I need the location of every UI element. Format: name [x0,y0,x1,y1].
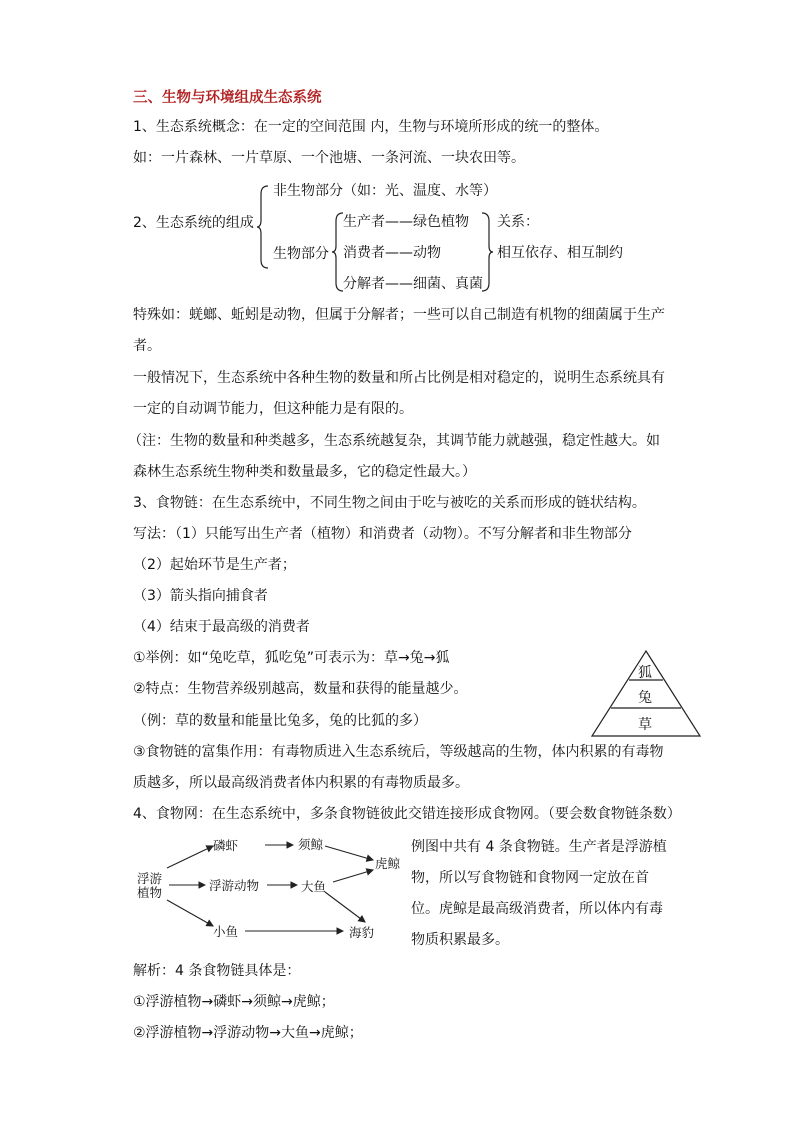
paragraph: ③食物链的富集作用：有毒物质进入生态系统后，等级越高的生物，体内积累的有毒物 [133,744,664,760]
pyramid-bottom: 草 [638,717,652,733]
relation-label: 关系： [497,214,539,230]
composition-label: 2、生态系统的组成 [133,215,254,231]
decomposer: 分解者——细菌、真菌 [343,276,483,292]
consumer: 消费者——动物 [343,245,441,261]
nonliving-part: 非生物部分（如：光、温度、水等） [273,183,497,199]
section-title: 三、生物与环境组成生态系统 [133,90,322,106]
paragraph: 解析：4 条食物链具体是： [133,963,301,979]
paragraph: （例：草的数量和能量比兔多，兔的比狐的多） [133,713,427,729]
node-small-fish: 小鱼 [213,924,239,939]
paragraph: 如：一片森林、一片草原、一个池塘、一条河流、一块农田等。 [133,150,525,166]
node-baleen-whale: 须鲸 [298,837,324,852]
side-note: 物，所以写食物链和食物网一定放在首 [411,870,649,886]
node-orca: 虎鲸 [375,856,401,871]
side-note: 位。虎鲸是最高级消费者，所以体内有毒 [411,901,663,917]
paragraph: ②浮游植物→浮游动物→大鱼→虎鲸； [133,1025,363,1041]
node-plankton-plant-line2: 植物 [137,885,163,900]
node-krill: 磷虾 [213,838,239,853]
paragraph: 者。 [133,338,161,354]
paragraph: 3、食物链：在生态系统中，不同生物之间由于吃与被吃的关系而形成的链状结构。 [133,495,646,511]
relation: 相互依存、相互制约 [497,245,623,261]
living-part: 生物部分 [273,246,329,262]
paragraph: 一般情况下，生态系统中各种生物的数量和所占比例是相对稳定的，说明生态系统具有 [133,370,665,386]
paragraph: 特殊如：蜣螂、蚯蚓是动物，但属于分解者；一些可以自己制造有机物的细菌属于生产 [133,307,665,323]
brace-relation [480,211,494,293]
paragraph: （注：生物的数量和种类越多，生态系统越复杂，其调节能力就越强，稳定性越大。如 [128,433,660,449]
side-note: 例图中共有 4 条食物链。生产者是浮游植 [411,839,667,855]
paragraph: 一定的自动调节能力，但这种能力是有限的。 [133,401,413,417]
paragraph: 森林生态系统生物种类和数量最多，它的稳定性最大。） [133,464,476,480]
paragraph: 4、食物网：在生态系统中，多条食物链彼此交错连接形成食物网。（要会数食物链条数） [133,806,681,822]
paragraph: （4）结束于最高级的消费者 [133,619,310,635]
side-note: 物质积累最多。 [411,932,509,948]
paragraph: ①浮游植物→磷虾→须鲸→虎鲸； [133,994,335,1010]
node-plankton-animal: 浮游动物 [209,878,260,893]
node-big-fish: 大鱼 [301,879,327,894]
paragraph: （3）箭头指向捕食者 [133,588,268,604]
node-plankton-plant-line1: 浮游 [137,871,163,886]
producer: 生产者——绿色植物 [343,214,469,230]
pyramid-top: 狐 [638,665,652,681]
brace-composition [256,184,270,270]
paragraph: ①举例：如“兔吃草，狐吃兔”可表示为：草→兔→狐 [133,650,450,666]
pyramid-mid: 兔 [638,690,652,706]
paragraph: 写法：（1）只能写出生产者（植物）和消费者（动物）。不写分解者和非生物部分 [133,526,632,542]
paragraph: ②特点：生物营养级别越高，数量和获得的能量越少。 [133,681,468,697]
node-seal: 海豹 [349,925,375,940]
paragraph: 质越多，所以最高级消费者体内积累的有毒物质最多。 [133,775,469,791]
paragraph: （2）起始环节是生产者； [133,557,296,573]
paragraph: 1、生态系统概念：在一定的空间范围 内，生物与环境所形成的统一的整体。 [133,119,609,135]
